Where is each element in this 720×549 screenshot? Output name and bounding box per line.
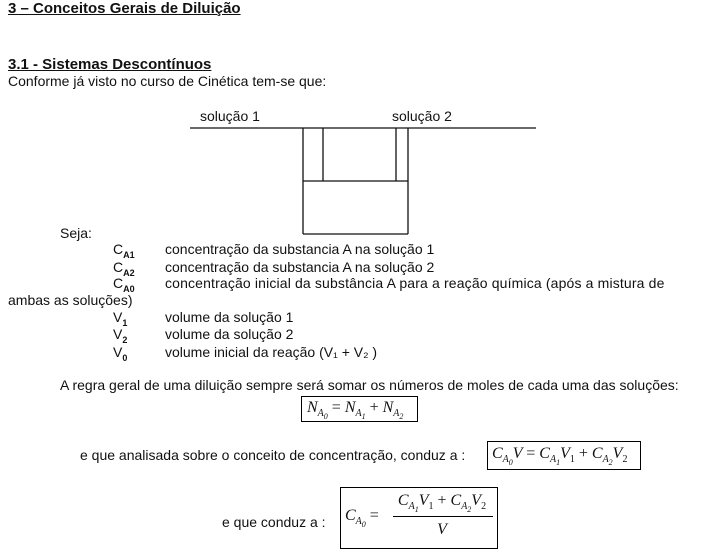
conduz-text: e que conduz a : — [222, 514, 326, 530]
def-text: concentração da substancia A na solução 1 — [165, 241, 435, 257]
def-symbol: $C_{A1}$ — [113, 241, 135, 260]
seja-label: Seja: — [60, 225, 92, 241]
equation-concentration: $C_{A_0}V = C_{A_1}V_1 + C_{A_2}V_2$ — [487, 441, 641, 470]
intro-text: Conforme já visto no curso de Cinética tem-se que: — [8, 73, 327, 89]
subsection-heading: 3.1 - Sistemas Descontínuos — [8, 56, 212, 73]
analysis-text: e que analisada sobre o conceito de concentração, conduz a : — [80, 447, 466, 463]
def-continuation: ambas as soluções) — [8, 292, 133, 308]
def-symbol: $C_{A2}$ — [113, 259, 135, 278]
def-symbol: $V_1$ — [113, 309, 128, 328]
def-symbol: $C_{A0}$ — [113, 275, 135, 294]
def-text: volume inicial da reação (V₁ + V₂ ) — [165, 344, 378, 360]
section-heading: 3 – Conceitos Gerais de Diluição — [8, 0, 241, 17]
equation-moles: $N_{A_0} = N_{A_1} + N_{A_2}$ — [301, 396, 418, 422]
def-text: volume da solução 1 — [165, 309, 294, 325]
label-solution-2: solução 2 — [392, 108, 452, 124]
fraction-bar — [393, 516, 493, 517]
def-text: concentração inicial da substância A para a reação química (após a mistura de — [165, 275, 665, 291]
rule-text: A regra geral de uma diluição sempre será somar os números de moles de cada uma das soluções: — [60, 377, 679, 393]
label-solution-1: solução 1 — [200, 108, 260, 124]
def-text: concentração da substancia A na solução 2 — [165, 259, 435, 275]
def-text: volume da solução 2 — [165, 326, 294, 342]
def-symbol: $V_2$ — [113, 326, 128, 345]
equation-fraction: $C_{A_0}$ = $C_{A_1}V_1 + C_{A_2}V_2$ V — [340, 487, 498, 549]
def-symbol: $V_0$ — [113, 344, 128, 363]
